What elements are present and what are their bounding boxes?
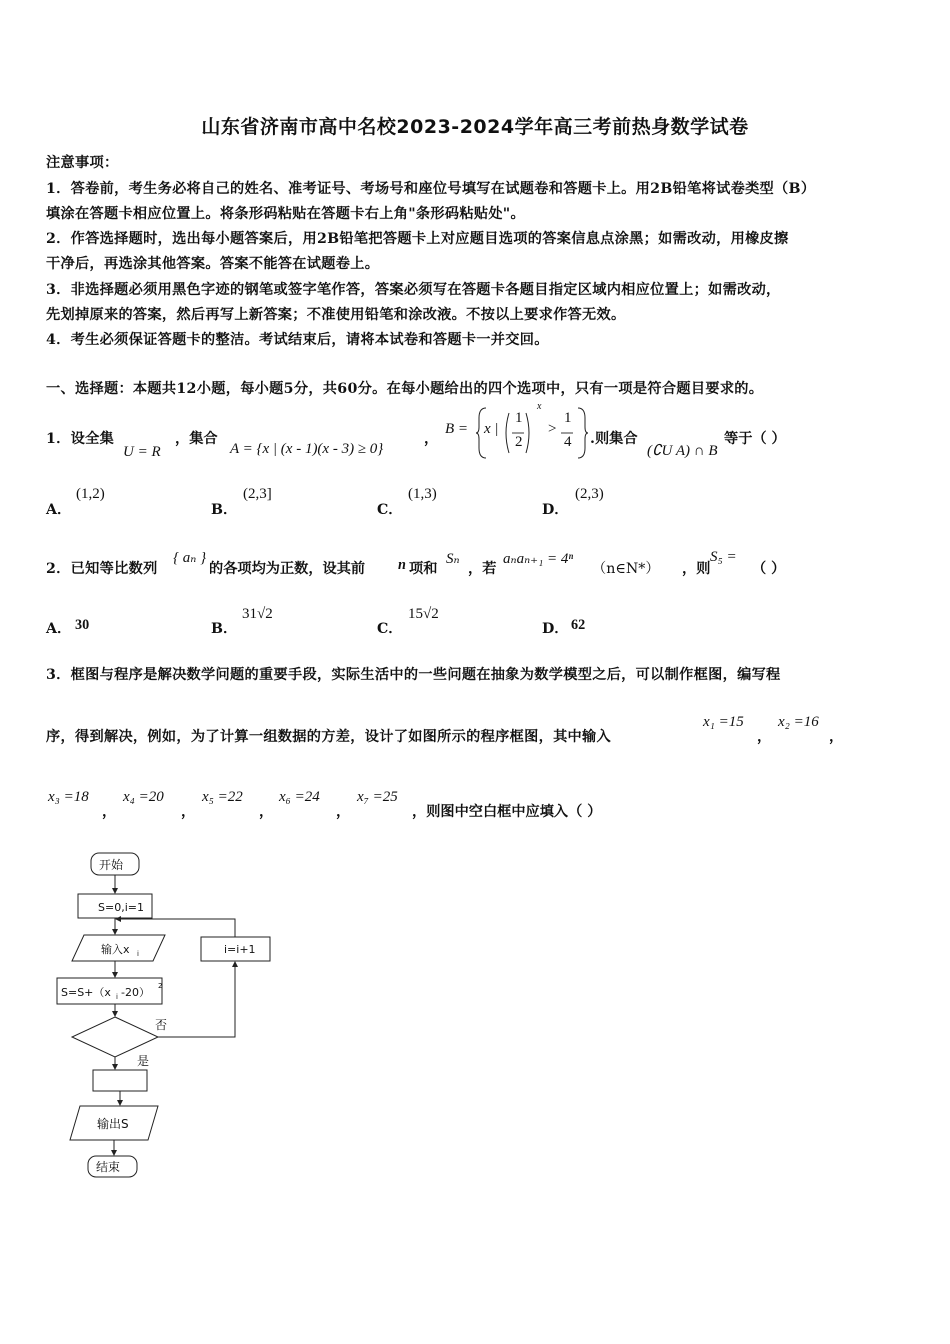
q1-option-value: (2,3] (243, 486, 272, 502)
q3-comma: ， (336, 804, 351, 820)
q1-set-b-var: x | (484, 421, 499, 437)
q3-x6: x₆ =24 (279, 789, 320, 805)
q3-comma: ， (757, 729, 772, 745)
notice-line: 干净后，再选涂其他答案。答案不能答在试题卷上。 (46, 256, 380, 272)
q1-exponent: x (537, 401, 542, 412)
q1-half-numerator: 1 (515, 410, 523, 426)
notice-heading: 注意事项： (46, 155, 119, 171)
q1-option-value: (2,3) (575, 486, 604, 502)
q3-x7: x₇ =25 (357, 789, 398, 805)
flow-input-label: 输入x (101, 943, 130, 956)
q3-x5: x₅ =22 (202, 789, 243, 805)
q1-text-2: ，集合 (175, 431, 218, 447)
q3-tail: ，则图中空白框中应填入（ ） (412, 804, 602, 820)
q1-option-value: (1,3) (408, 486, 437, 502)
section-heading: 一、选择题：本题共12小题，每小题5分，共60分。在每小题给出的四个选项中，只有一项是符合题目要求的。 (46, 381, 764, 397)
q1-text-1: 1．设全集 (46, 431, 115, 447)
q3-x3: x₃ =18 (48, 789, 89, 805)
q1-quarter-denominator: 4 (564, 434, 572, 450)
flow-decision (72, 1017, 158, 1057)
q1-option-label: A． (46, 502, 72, 518)
q1-quarter-numerator: 1 (564, 410, 572, 426)
q2-relation: aₙaₙ₊₁ = 4ⁿ (503, 551, 574, 567)
flow-assign-label: S=S+（x (61, 986, 111, 999)
flow-init-label: S=0,i=1 (98, 901, 144, 914)
q3-comma: ， (259, 804, 274, 820)
q1-option-label: B． (211, 502, 238, 518)
flow-assign-sub: i (116, 993, 118, 1001)
exam-title: 山东省济南市高中名校2023-2024学年高三考前热身数学试卷 (201, 116, 749, 138)
flow-end-label: 结束 (96, 1160, 121, 1174)
q3-line-1: 3．框图与程序是解决数学问题的重要手段，实际生活中的一些问题在抽象为数学模型之后，可以制作框图，编写程 (46, 667, 781, 683)
q3-comma: ， (102, 804, 117, 820)
q3-x1: x₁ =15 (703, 714, 744, 730)
q2-option-label: A． (46, 621, 72, 637)
flow-assign-sup: 2 (158, 982, 163, 990)
notice-line: 1．答卷前，考生务必将自己的姓名、准考证号、考场号和座位号填写在试题卷和答题卡上。用2B铅笔将试卷类型（B） (46, 181, 816, 197)
q3-x4: x₄ =20 (123, 789, 164, 805)
q1-set-b-label: B = (445, 421, 469, 437)
q1-option-label: D． (542, 502, 569, 518)
q2-s5: S₅ = (710, 549, 737, 565)
q2-text-4: ，若 (468, 561, 497, 577)
q1-option-value: (1,2) (76, 486, 105, 502)
flow-start-label: 开始 (99, 858, 124, 872)
q2-sequence: { aₙ } (173, 550, 207, 566)
q3-x2: x₂ =16 (778, 714, 819, 730)
notice-line: 2．作答选择题时，选出每小题答案后，用2B铅笔把答题卡上对应题目选项的答案信息点涂黑；如需改动，用橡皮擦 (46, 231, 789, 247)
q2-text-1: 2．已知等比数列 (46, 561, 158, 577)
q2-sum-sn: Sₙ (446, 551, 460, 567)
flow-no-label: 否 (155, 1018, 168, 1032)
notice-line: 4．考生必须保证答题卡的整洁。考试结束后，请将本试卷和答题卡一并交回。 (46, 332, 549, 348)
q2-option-label: C． (377, 621, 403, 637)
q2-n: n (398, 557, 406, 573)
q3-comma: ， (181, 804, 196, 820)
q2-option-label: B． (211, 621, 238, 637)
flow-yes-label: 是 (137, 1054, 150, 1068)
q2-option-value: 31√2 (242, 606, 273, 622)
q2-option-label: D． (542, 621, 569, 637)
flow-output-label: 输出S (97, 1117, 129, 1131)
q1-expression: (∁U A) ∩ B (647, 443, 718, 459)
notice-line: 3．非选择题必须用黑色字迹的钢笔或签字笔作答，答案必须写在答题卡各题目指定区域内相应位置上；如需改动， (46, 282, 781, 298)
notice-line: 填涂在答题卡相应位置上。将条形码粘贴在答题卡右上角"条形码粘贴处"。 (46, 206, 525, 222)
q2-text-6: （ ） (752, 561, 786, 577)
flow-increment-label: i=i+1 (224, 943, 256, 956)
flow-blank-box (93, 1070, 147, 1091)
q1-half-denominator: 2 (515, 434, 523, 450)
q1-text-3: ， (424, 431, 439, 447)
q1-option-label: C． (377, 502, 403, 518)
q2-condition: （n∈N*） (592, 561, 660, 577)
q1-greater-than: > (548, 421, 557, 437)
q2-text-3: 项和 (409, 561, 438, 577)
q2-option-value: 62 (571, 617, 586, 633)
flow-input-sub: i (137, 950, 139, 958)
q3-comma: ， (829, 729, 844, 745)
q2-text-5: ，则 (682, 561, 711, 577)
q1-text-5: 等于（ ） (724, 431, 786, 447)
notice-line: 先划掉原来的答案，然后再写上新答案；不准使用铅笔和涂改液。不按以上要求作答无效。 (46, 307, 626, 323)
q1-text-4: .则集合 (590, 431, 638, 447)
q2-option-value: 30 (75, 617, 90, 633)
q2-option-value: 15√2 (408, 606, 439, 622)
q1-set-a: A = {x | (x - 1)(x - 3) ≥ 0} (230, 441, 384, 457)
q3-line-2: 序，得到解决，例如，为了计算一组数据的方差，设计了如图所示的程序框图，其中输入 (46, 729, 612, 745)
flow-assign-tail: -20） (121, 986, 150, 999)
q2-text-2: 的各项均为正数，设其前 (209, 561, 366, 577)
q1-universal-set: U = R (123, 444, 161, 460)
